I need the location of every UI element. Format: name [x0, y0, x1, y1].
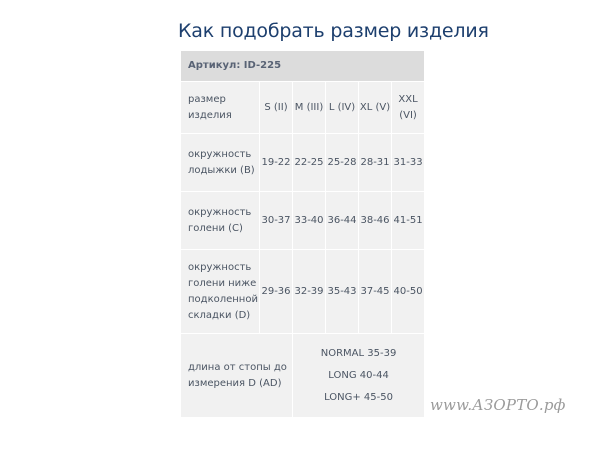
table-cell: 38-46 — [359, 192, 392, 250]
row-label: окружность голени ниже подколенной складки (D) — [181, 250, 260, 334]
table-row — [181, 192, 425, 250]
table-cell: 33-40 — [293, 192, 326, 250]
watermark-text: www.АЗОРТО.рф — [430, 396, 566, 414]
row-label: окружность голени (C) — [181, 192, 260, 250]
row-label: длина от стопы до измерения D (AD) — [181, 334, 293, 418]
table-cell: L (IV) — [326, 82, 359, 134]
page-title: Как подобрать размер изделия — [178, 20, 489, 42]
table-cell: 41-51 — [392, 192, 425, 250]
row-label: окружность лодыжки (B) — [181, 134, 260, 192]
table-cell: 40-50 — [392, 250, 425, 334]
table-cell: XL (V) — [359, 82, 392, 134]
table-cell: 28-31 — [359, 134, 392, 192]
table-cell: 31-33 — [392, 134, 425, 192]
article-row — [181, 51, 425, 82]
table-cell: 37-45 — [359, 250, 392, 334]
length-values-cell — [293, 334, 425, 418]
length-row — [181, 334, 425, 418]
table-cell: 36-44 — [326, 192, 359, 250]
table-cell: 35-43 — [326, 250, 359, 334]
row-label: размер изделия — [181, 82, 260, 134]
table-cell: 32-39 — [293, 250, 326, 334]
table-row — [181, 134, 425, 192]
table-cell: 19-22 — [260, 134, 293, 192]
article-label: Артикул: ID-225 — [181, 51, 425, 82]
table-cell: XXL (VI) — [392, 82, 425, 134]
table-row — [181, 250, 425, 334]
table-cell: 30-37 — [260, 192, 293, 250]
length-normal: NORMAL 35-39 — [320, 347, 397, 359]
length-long-plus: LONG+ 45-50 — [324, 391, 393, 403]
length-long: LONG 40-44 — [328, 369, 389, 381]
table-cell: 25-28 — [326, 134, 359, 192]
table-cell: S (II) — [260, 82, 293, 134]
table-cell: M (III) — [293, 82, 326, 134]
table-row — [181, 82, 425, 134]
table-cell: 29-36 — [260, 250, 293, 334]
size-table — [180, 50, 425, 418]
table-cell: 22-25 — [293, 134, 326, 192]
